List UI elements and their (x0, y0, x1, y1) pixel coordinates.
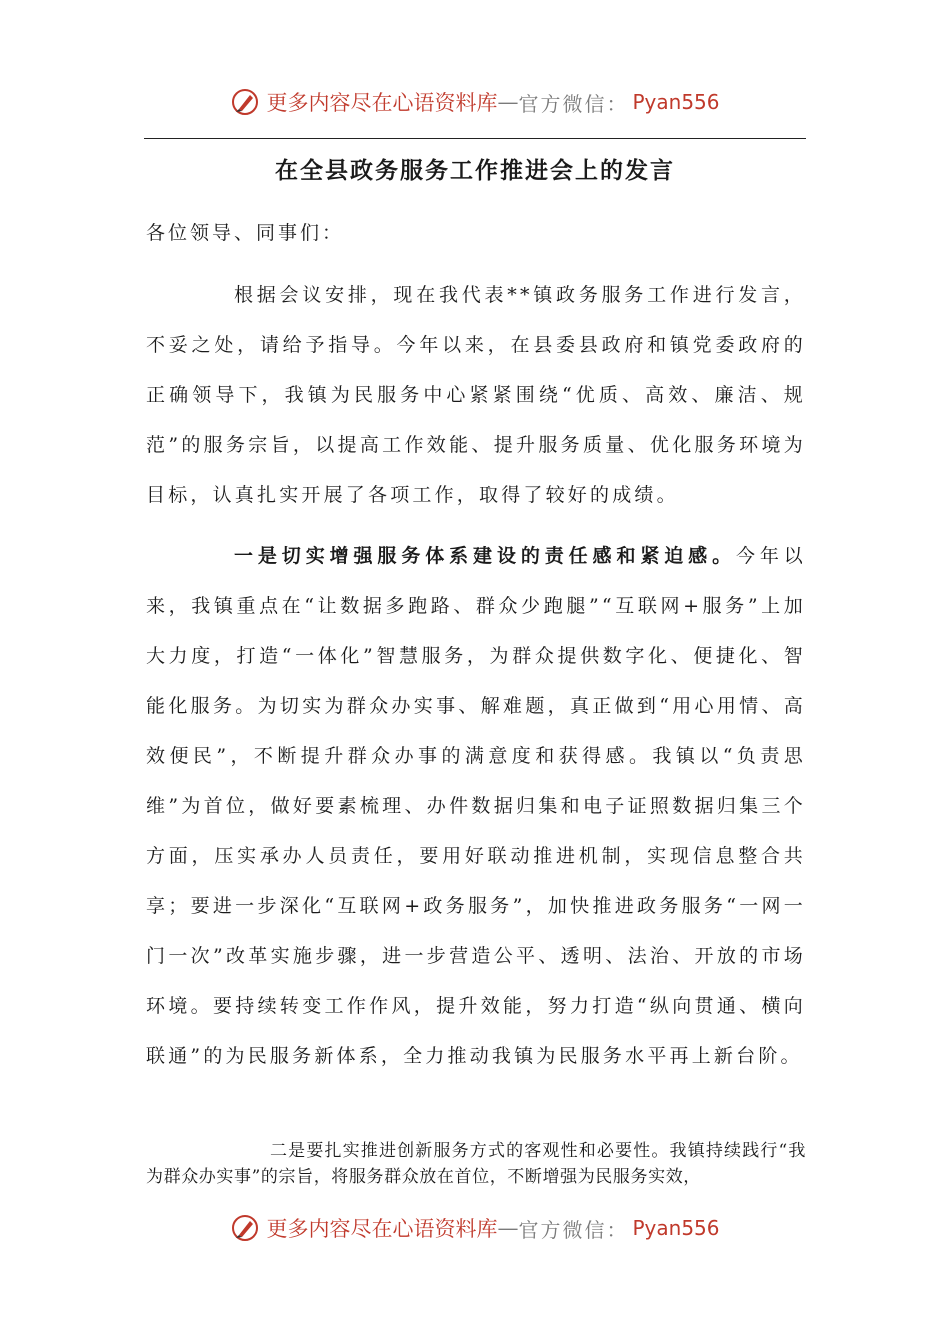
paragraph-point-one (146, 531, 806, 1081)
paragraph-point-two-text: 二是要扎实推进创新服务方式的客观性和必要性。我镇持续践行“我为群众办实事”的宗旨，将服务群众放在首位，不断增强为民服务实效， (146, 1141, 806, 1187)
paragraph-intro (146, 270, 806, 520)
watermark-label: 官方微信： (518, 91, 629, 116)
salutation: 各位领导、同事们： (146, 222, 345, 244)
watermark-banner-top (0, 82, 950, 122)
paragraph-point-one-lead: 一是切实增强服务体系建设的责任感和紧迫感。 (234, 545, 736, 567)
watermark-site-name: 更多内容尽在心语资料库 (266, 91, 498, 115)
watermark-wechat-id: Pyan556 (632, 1216, 720, 1240)
watermark-label: 官方微信： (518, 1217, 629, 1242)
pen-logo-icon (230, 1213, 260, 1243)
watermark-dash: — (497, 90, 519, 114)
paragraph-point-two (146, 1138, 806, 1190)
watermark-wechat-id: Pyan556 (632, 90, 720, 114)
watermark-banner-bottom (0, 1208, 950, 1248)
watermark-dash: — (497, 1216, 519, 1240)
paragraph-point-one-body: 今年以来，我镇重点在“让数据多跑路、群众少跑腿”“互联网+服务”上加大力度，打造“一体化”智慧服务，为群众提供数字化、便捷化、智能化服务。为切实为群众办实事、解难题，真正做到“用心用情、高效便民”，不断提升群众办事的满意度和获得感。我镇以“负责思维”为首位，做好要素梳理、办件数据归集和电子证照数据归集三个方面，压实承办人员责任，要用好联动推进机制，实现信息整合共享；要进一步深化“互联网+政务服务”，加快推进政务服务“一网一门一次”改革实施步骤，进一步营造公平、透明、法治、开放的市场环境。要持续转变工作作风，提升效能，努力打造“纵向贯通、横向联通”的为民服务新体系，全力推动我镇为民服务水平再上新台阶。 (146, 545, 806, 1067)
document-title: 在全县政务服务工作推进会上的发言 (275, 157, 675, 184)
pen-logo-icon (230, 87, 260, 117)
paragraph-intro-text: 根据会议安排，现在我代表**镇政务服务工作进行发言，不妥之处，请给予指导。今年以来，在县委县政府和镇党委政府的正确领导下，我镇为民服务中心紧紧围绕“优质、高效、廉洁、规范”的服务宗旨，以提高工作效能、提升服务质量、优化服务环境为目标，认真扎实开展了各项工作，取得了较好的成绩。 (146, 284, 806, 506)
header-divider (144, 138, 806, 139)
watermark-site-name: 更多内容尽在心语资料库 (266, 1217, 498, 1241)
